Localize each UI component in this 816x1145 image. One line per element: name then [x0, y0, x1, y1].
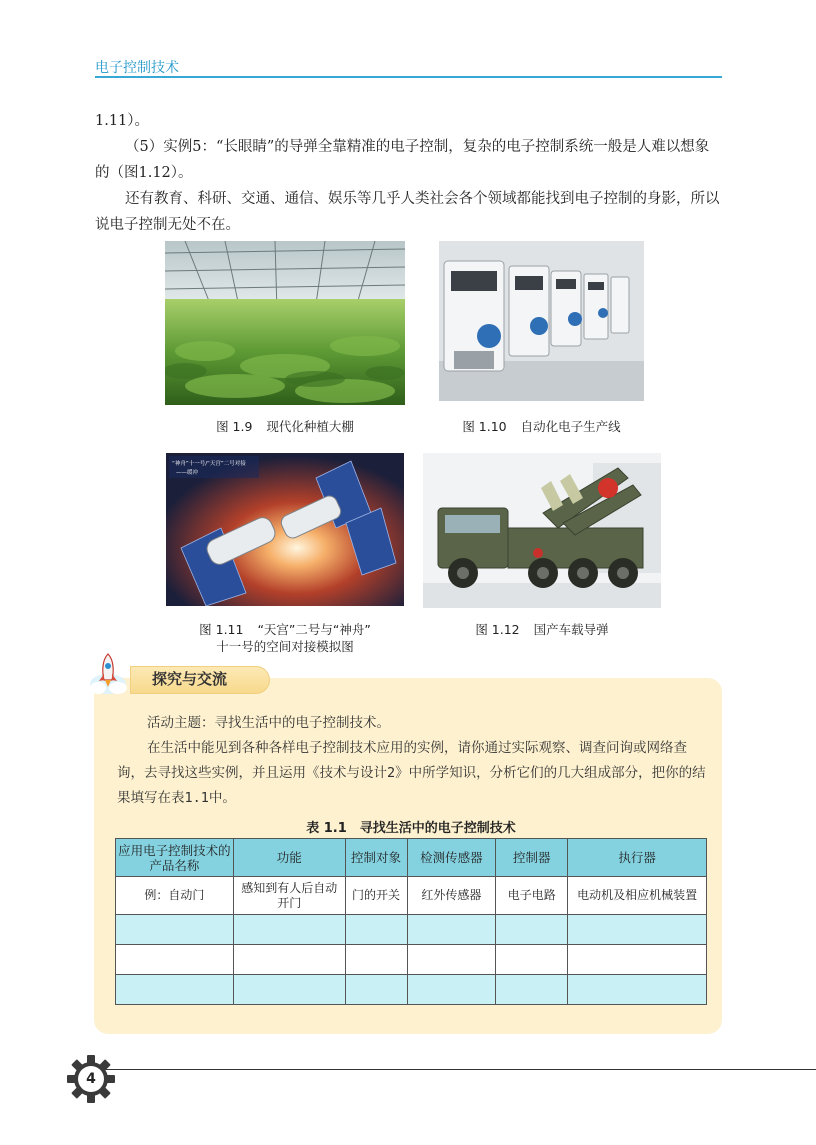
table-row — [116, 975, 707, 1005]
table-row — [116, 877, 707, 915]
table-cell[interactable] — [345, 945, 407, 975]
paragraph-1: 1.11）。 — [95, 113, 150, 129]
table-cell[interactable] — [496, 945, 568, 975]
figure-number: 图 1.9 — [216, 419, 253, 434]
production-line-photo — [439, 241, 644, 401]
table-cell: 例：自动门 — [116, 877, 234, 915]
table-header-cell: 控制器 — [496, 839, 568, 877]
table-cell: 电子电路 — [496, 877, 568, 915]
table-cell[interactable] — [568, 975, 707, 1005]
table-cell: 感知到有人后自动开门 — [233, 877, 345, 915]
explore-text — [117, 711, 707, 811]
explore-topic: 活动主题：寻找生活中的电子控制技术。 — [147, 715, 390, 731]
rocket-icon — [88, 650, 136, 698]
table-cell[interactable] — [116, 945, 234, 975]
paragraph-3: 还有教育、科研、交通、通信、娱乐等几乎人类社会各个领域都能找到电子控制的身影，所以说电子控制无处不在。 — [95, 191, 720, 233]
figure-1-9-caption — [165, 418, 405, 435]
figure-number: 图 1.11 — [199, 622, 244, 637]
table-cell[interactable] — [568, 915, 707, 945]
table-cell[interactable] — [496, 975, 568, 1005]
table-caption: 表 1.1 寻找生活中的电子控制技术 — [306, 821, 516, 836]
table-cell[interactable] — [116, 975, 234, 1005]
table-cell: 红外传感器 — [407, 877, 496, 915]
table-header-cell: 应用电子控制技术的产品名称 — [116, 839, 234, 877]
greenhouse-photo — [165, 241, 405, 405]
table-cell: 门的开关 — [345, 877, 407, 915]
running-header: 电子控制技术 — [95, 60, 179, 76]
figure-caption-line-2: 十一号的空间对接模拟图 — [216, 639, 354, 654]
explore-body: 在生活中能见到各种各样电子控制技术应用的实例，请你通过实际观察、调查问询或网络查询，去寻找这些实例，并且运用《技术与设计2》中所学知识，分析它们的几大组成部分，把你的结果填写在表1.1中。 — [117, 740, 706, 806]
figure-caption-line-1: “天宫”二号与“神舟” — [257, 622, 371, 637]
figure-caption-text: 自动化电子生产线 — [520, 419, 621, 434]
table-cell[interactable] — [345, 915, 407, 945]
figure-caption-text: 国产车载导弹 — [533, 622, 609, 637]
table-cell[interactable] — [407, 975, 496, 1005]
table-row — [116, 945, 707, 975]
figure-caption-text: 现代化种植大棚 — [266, 419, 354, 434]
table-header-cell: 控制对象 — [345, 839, 407, 877]
table-cell[interactable] — [233, 915, 345, 945]
table-header-row — [116, 839, 707, 877]
image-sublabel: ——缓冲 — [176, 470, 199, 476]
paragraph-2: （5）实例5：“长眼睛”的导弹全靠精准的电子控制，复杂的电子控制系统一般是人难以想象的（图1.12）。 — [95, 139, 710, 181]
explore-title: 探究与交流 — [152, 670, 228, 688]
table-cell[interactable] — [233, 975, 345, 1005]
table-row — [116, 915, 707, 945]
header-rule — [95, 76, 722, 78]
figure-number: 图 1.12 — [475, 622, 520, 637]
space-docking-illustration — [166, 453, 404, 606]
figure-1-12-caption — [423, 621, 661, 638]
image-label: “神舟”十一号/“天宫”二号对接 — [172, 461, 246, 467]
table-cell[interactable] — [116, 915, 234, 945]
table-cell[interactable] — [407, 915, 496, 945]
page-number: 4 — [86, 1071, 96, 1087]
body-text — [95, 108, 722, 238]
table-cell[interactable] — [496, 915, 568, 945]
figure-1-10-caption — [439, 418, 644, 435]
table-header-cell: 检测传感器 — [407, 839, 496, 877]
missile-vehicle-photo — [423, 453, 661, 608]
figure-number: 图 1.10 — [462, 419, 507, 434]
result-table — [115, 838, 707, 1005]
figure-1-11-caption — [166, 621, 404, 655]
table-cell[interactable] — [233, 945, 345, 975]
table-cell: 电动机及相应机械装置 — [568, 877, 707, 915]
table-header-cell: 功能 — [233, 839, 345, 877]
footer-rule — [105, 1069, 816, 1070]
table-header-cell: 执行器 — [568, 839, 707, 877]
table-cell[interactable] — [568, 945, 707, 975]
table-cell[interactable] — [345, 975, 407, 1005]
table-cell[interactable] — [407, 945, 496, 975]
